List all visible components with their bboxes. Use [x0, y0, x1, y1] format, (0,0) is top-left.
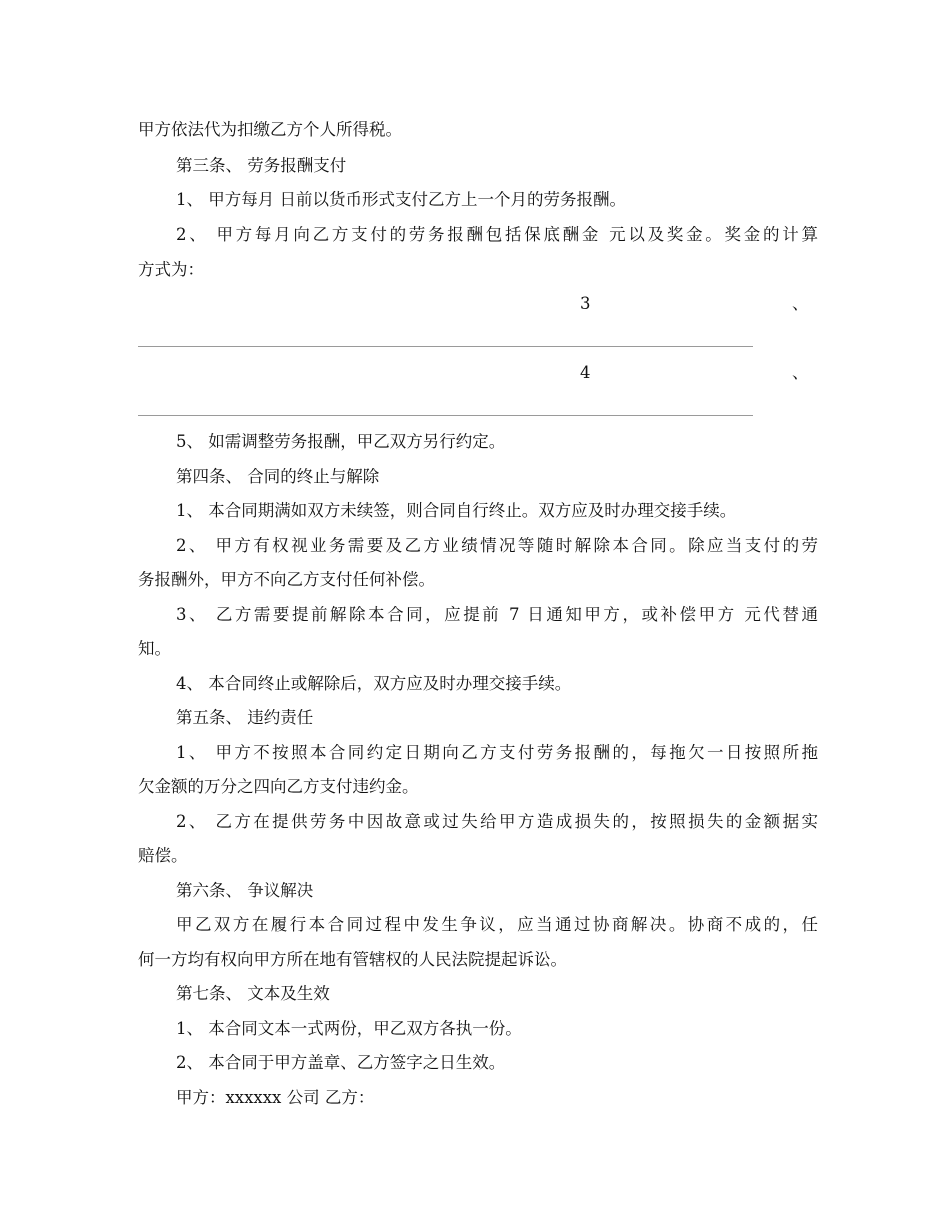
item-3-number: 3 — [580, 294, 591, 313]
item-3-blank-line — [138, 346, 753, 347]
article-6-text-line-2: 何一方均有权向甲方所在地有管辖权的人民法院提起诉讼。 — [138, 950, 567, 969]
article-6-heading: 第六条、 争议解决 — [176, 881, 314, 900]
article-3-item-2-line-2: 方式为： — [138, 260, 204, 279]
article-4-item-1: 1、 本合同期满如双方未续签，则合同自行终止。双方应及时办理交接手续。 — [176, 501, 737, 520]
article-4-item-3-line-1: 3、 乙方需要提前解除本合同，应提前 7 日通知甲方，或补偿甲方 元代替通 — [176, 605, 818, 624]
article-5-item-1-line-1: 1、 甲方不按照本合同约定日期向乙方支付劳务报酬的，每拖欠一日按照所拖 — [176, 743, 818, 762]
article-7-heading: 第七条、 文本及生效 — [176, 984, 330, 1003]
article-4-heading: 第四条、 合同的终止与解除 — [176, 467, 380, 486]
article-3-item-5: 5、 如需调整劳务报酬，甲乙双方另行约定。 — [176, 432, 506, 451]
article-4-item-2-line-2: 务报酬外，甲方不向乙方支付任何补偿。 — [138, 570, 435, 589]
article-5-item-1-line-2: 欠金额的万分之四向乙方支付违约金。 — [138, 777, 419, 796]
article-3-item-1: 1、 甲方每月 日前以货币形式支付乙方上一个月的劳务报酬。 — [176, 190, 626, 209]
item-4-number: 4 — [580, 363, 591, 382]
article-7-item-1: 1、 本合同文本一式两份，甲乙双方各执一份。 — [176, 1019, 522, 1038]
article-5-item-2-line-2: 赔偿。 — [138, 846, 188, 865]
article-3-item-2-line-1: 2、 甲方每月向乙方支付的劳务报酬包括保底酬金 元以及奖金。奖金的计算 — [176, 225, 818, 244]
article-4-item-3-line-2: 知。 — [138, 639, 171, 658]
signature-parties-line: 甲方：xxxxxx 公司 乙方： — [176, 1088, 375, 1107]
article-4-item-4: 4、 本合同终止或解除后，双方应及时办理交接手续。 — [176, 674, 572, 693]
item-3-separator: 、 — [792, 294, 809, 313]
article-3-heading: 第三条、 劳务报酬支付 — [176, 156, 347, 175]
article-6-text-line-1: 甲乙双方在履行本合同过程中发生争议，应当通过协商解决。协商不成的，任 — [176, 915, 818, 934]
article-5-item-2-line-1: 2、 乙方在提供劳务中因故意或过失给甲方造成损失的，按照损失的金额据实 — [176, 812, 818, 831]
item-4-separator: 、 — [792, 363, 809, 382]
item-4-blank-line — [138, 415, 753, 416]
tax-clause-tail: 甲方依法代为扣缴乙方个人所得税。 — [138, 120, 402, 139]
article-5-heading: 第五条、 违约责任 — [176, 708, 314, 727]
article-7-item-2: 2、 本合同于甲方盖章、乙方签字之日生效。 — [176, 1053, 506, 1072]
article-4-item-2-line-1: 2、 甲方有权视业务需要及乙方业绩情况等随时解除本合同。除应当支付的劳 — [176, 536, 818, 555]
